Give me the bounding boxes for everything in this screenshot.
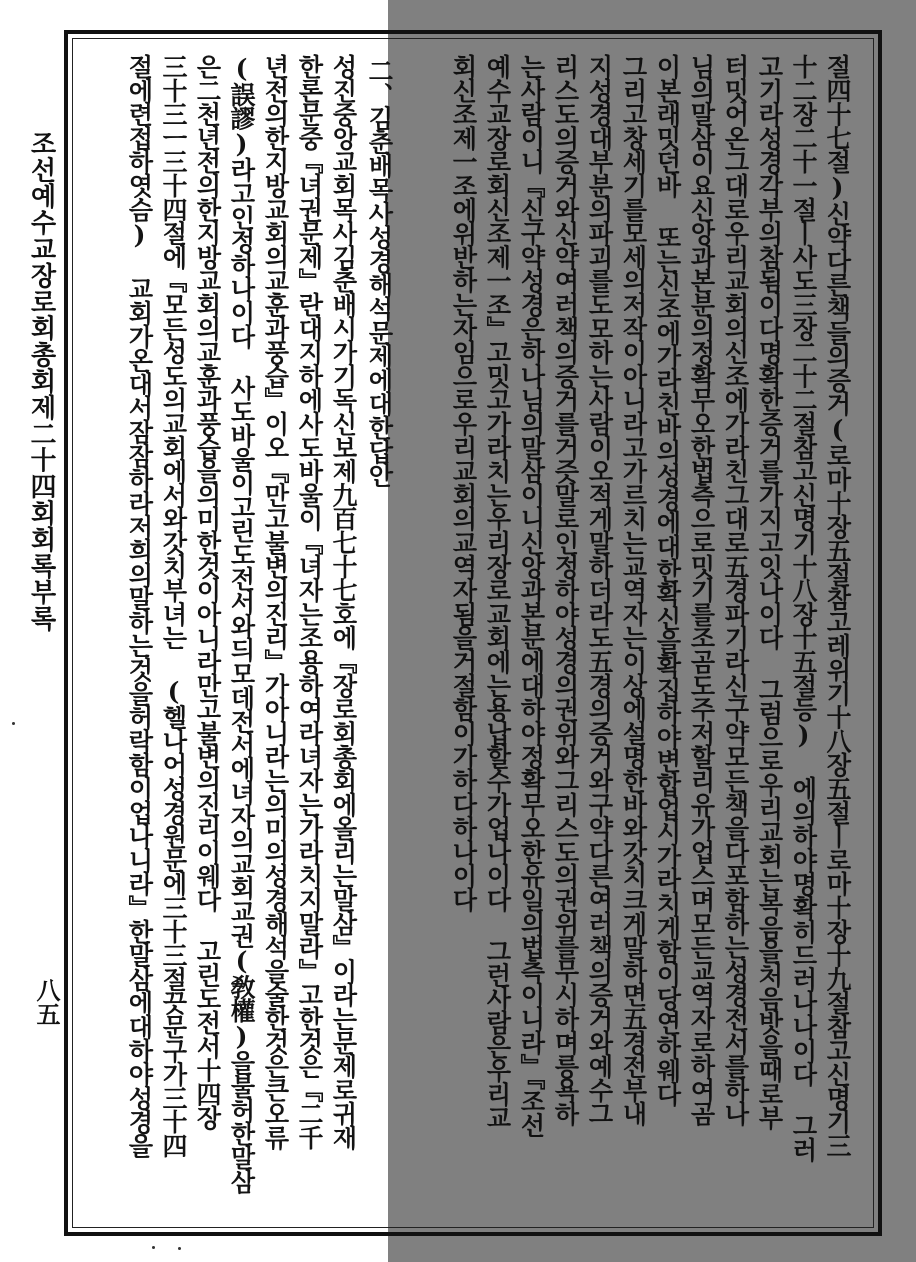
scan-speck [152,1246,155,1249]
text-column: 회신조제一조에위반하는자임으로우리교회의교역자됨을거절함이가하다하나이다 [449,54,478,911]
text-column: 지성경대부분의파괴를도모하는사람이오적게말하더라도五경의증거와구약다른여러책의증거와예수그 [585,54,614,1126]
text-column: 는사람이니『신구약성경은하나님의말삼이니신앙과본분에대하야정확무오한유일의법측이니라』『조선 [517,54,546,1137]
text-column: 고기라성경각부의참됨이다명확한증거를가지고잇나이다 그럼으로우리교회는복음을처음밧을때로부 [755,54,784,1130]
text-column: 三十三ㅡ三十四절에『모든성도의교회에서와갓치부녀는 (헬나어성경원문에三十三절끗문구가三十四 [159,54,188,1157]
text-column: 그리고창세기를모세의저작이아니라고가르치는교역자는이상에설명한바와갓치크게말하면五경전부내 [619,54,648,1126]
text-column: 예수교장로회신조제一조』고밋고가라치는우리장로교회에는용납할수가업나이다 그런사람은우리교 [483,54,512,1129]
text-column: (誤謬)라고인정하나이다 사도바울이고린도전서와듸모데전서에녀자의교회교권(敎權)을불허한말삼 [227,54,256,1193]
text-column: 十二장二十一절ㅣ사도三장二十二절참고신명기十八장十五절등) 에의하야명확히드러나나이다 그러 [789,54,818,1161]
text-column: 터밋어온그대로우리교회의신조에가라친그대로五경파기라신구약모든책을다포함하는성경전서를하나 [721,54,750,1126]
text-column: 리스도의증거와신약여러책의증거를거즛말로인정하야성경의권위와그리스도의권위를무시하며릉욕하 [551,54,580,1126]
scan-speck [12,722,15,725]
text-column: 님의말삼이요신앙과본분의정확무오한법측으로밋기를조곰도주저할리유가업스며모든교역자로하여곰 [687,54,716,1126]
section-heading: 二、김춘배목사성경해석문제에대한답안 [365,58,394,487]
text-column: 한론문중『녀권문제』란대지하에사도바울이『녀자는조용하여라녀자는가라치지말라』고한것은『二千 [295,54,324,1149]
running-head: 조선예수교장로회총회제二十四회회록부록 [26,130,56,632]
text-column: 절에련접하엿슴) 교회가온대서잠잠하라저희의말하는것을허락함이업나니라』한말삼에대하야성경을 [125,54,154,1157]
text-column: 년전의한지방교회의교훈과풍습』이오『만고불변의진리』가아니라는의미의성경해석을술한것은큰오류 [261,54,290,1149]
text-column: 은二천년전의한지방교회의교훈과풍습을의미한것이아니라만고불변의진리이웨다 고린도전서十四장 [193,54,222,1130]
text-column: 절四十七절)신약다른책들의증거(로마十장五절참고레위기十八장五절ㅣ로마十장十九절참고신명기三 [823,54,852,1157]
text-column: 성진중앙교회목사김춘배시가기독신보제九百七十七호에『장로회총회에올리는말삼』이라는문제로귀재 [329,54,358,1149]
page-number: 八五 [32,978,61,1026]
text-column: 이본래밋던바 또는신조에가라친바의성경에대한확신을확집하야변합업시가라치게함이당연하웨다 [653,54,682,1106]
scan-speck [178,1247,181,1250]
